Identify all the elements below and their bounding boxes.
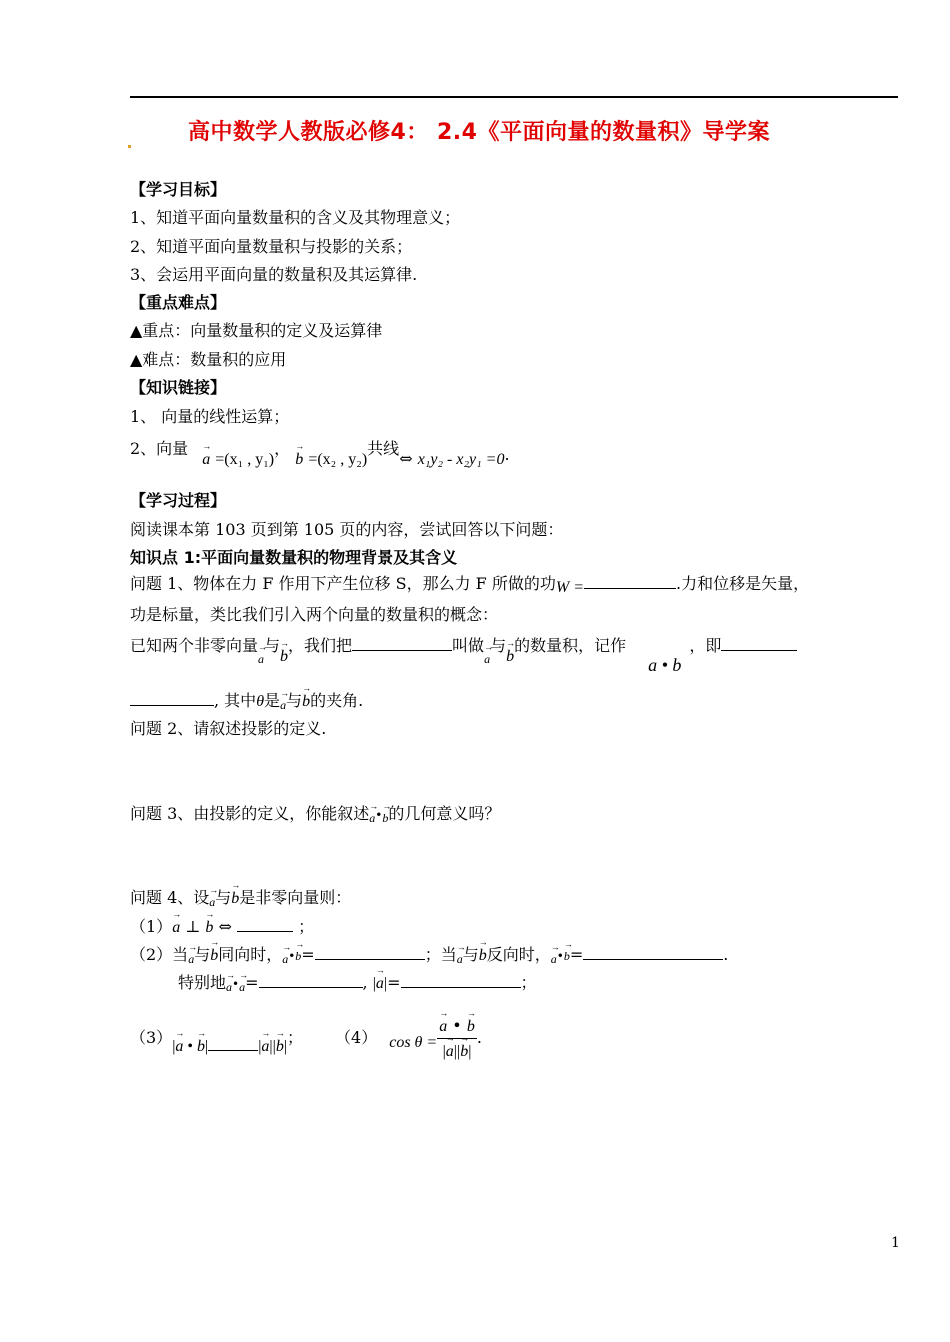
answer-blank[interactable] (721, 636, 797, 651)
cosine-fraction: → $\frac{a • \to b}{|\to a||\to b|}$ (437, 1016, 477, 1061)
question-2: 问题 2、请叙述投影的定义. (130, 719, 327, 738)
section-key-heading: 【重点难点】 (130, 293, 227, 312)
vector-b-symbol: → b (295, 451, 303, 469)
answer-blank[interactable] (259, 973, 363, 988)
vector-b-coords: =(x₂ , y₂) (308, 451, 368, 468)
question-4-part-3-4: （3）|→ a • → b| |→ a||→ b|； （4） cos θ = → $\frac{a • \to b}{|\to a||\to b|}$ . (130, 1016, 482, 1061)
reading-intro: 阅读课本第 103 页到第 105 页的内容，尝试回答以下问题： (130, 520, 564, 539)
goal-item: 2、知道平面向量数量积与投影的关系； (130, 237, 413, 256)
answer-blank[interactable] (315, 945, 425, 960)
page-title: 高中数学人教版必修4： 2.4《平面向量的数量积》导学案 (188, 120, 770, 145)
link-item-collinear: 2、向量→ a =(x₁ , y₁)， → b =(x₂ , y₂)共线⇔ x₁y₂ - x₂y₁ =0. (130, 436, 510, 459)
question-4: 问题 4、设→ a与→ b是非零向量则： (130, 885, 351, 908)
page-number: 1 (891, 1235, 900, 1251)
question-4-part-1: （1）→ a ⊥ → b ⇔ ； (130, 914, 314, 937)
question-1-line-2: 功是标量，类比我们引入两个向量的数量积的概念： (130, 605, 499, 624)
difficulty-point: ▲难点：数量积的应用 (130, 350, 287, 369)
question-4-special: 特别地→ a•→ a= , |→ a|= ； (178, 970, 537, 993)
vector-a-coords: =(x₁ , y₁) (215, 451, 275, 468)
header-rule (130, 96, 898, 98)
question-1-line-3: 已知两个非零向量→ a与→ b，我们把 叫做→ a与→ b的数量积，记作a • b，即 (130, 633, 797, 656)
section-link-heading: 【知识链接】 (130, 378, 227, 397)
question-1-line-1: 问题 1、物体在力 F 作用下产生位移 S，那么力 F 所做的功W = .力和位移是矢量， (130, 574, 810, 596)
answer-blank[interactable] (584, 574, 676, 589)
link-item: 1、 向量的线性运算； (130, 407, 290, 426)
collinear-formula: x₁y₂ - x₂y₁ =0 (417, 451, 505, 468)
section-process-heading: 【学习过程】 (130, 491, 227, 510)
knowledge-point-1: 知识点 1:平面向量数量积的物理背景及其含义 (130, 548, 458, 567)
section-goals-heading: 【学习目标】 (130, 180, 227, 199)
answer-blank[interactable] (208, 1036, 258, 1051)
answer-blank[interactable] (130, 691, 214, 706)
answer-blank[interactable] (401, 973, 521, 988)
question-4-part-2: （2）当→ a与→ b同向时，→ a•→ b= ；当→ a与→ b反向时，→ a•→ b= . (130, 942, 728, 965)
key-point: ▲重点：向量数量积的定义及运算律 (130, 321, 383, 340)
answer-blank[interactable] (352, 636, 452, 651)
question-3: 问题 3、由投影的定义，你能叙述→ a•→ b的几何意义吗？ (130, 801, 500, 824)
margin-mark (128, 145, 131, 148)
goal-item: 1、知道平面向量数量积的含义及其物理意义； (130, 208, 461, 227)
goal-item: 3、会运用平面向量的数量积及其运算律. (130, 265, 418, 284)
answer-blank[interactable] (583, 945, 723, 960)
question-1-line-4: , 其中θ是→ a与→ b的夹角. (130, 688, 363, 711)
vector-a-symbol: → a (202, 451, 210, 469)
answer-blank[interactable] (237, 917, 293, 932)
